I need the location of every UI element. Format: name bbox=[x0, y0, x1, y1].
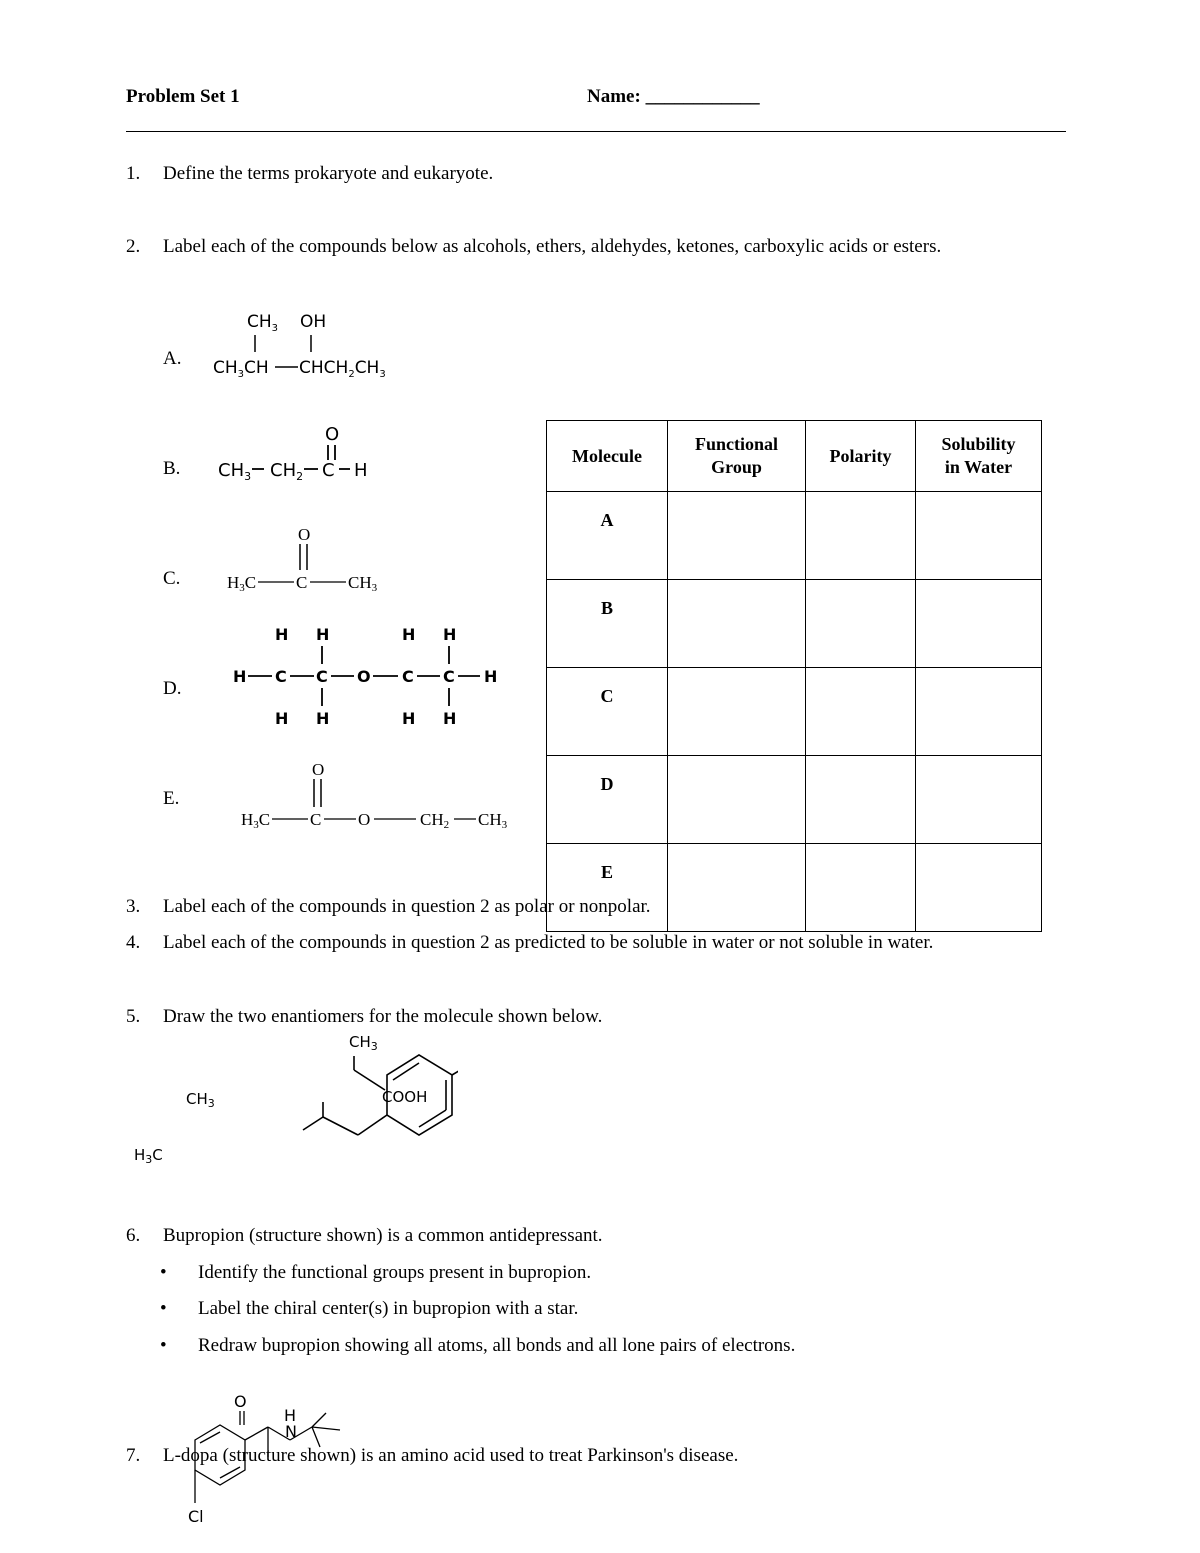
question-4: 4. Label each of the compounds in question 2 as predicted to be soluble in water or not soluble in water. bbox=[126, 932, 934, 953]
table-cell[interactable] bbox=[916, 756, 1042, 844]
svg-text:H: H bbox=[402, 709, 416, 728]
header-divider bbox=[126, 131, 1066, 132]
svg-text:CH3: $CH_3$ bbox=[186, 1090, 215, 1110]
table-row bbox=[547, 580, 1042, 668]
question-5: 5. Draw the two enantiomers for the molecule shown below. bbox=[126, 1006, 603, 1027]
table-cell[interactable] bbox=[668, 580, 806, 668]
table-cell[interactable] bbox=[916, 580, 1042, 668]
svg-text:CH3: $CH_3$ bbox=[218, 460, 252, 483]
svg-text:CH3: CH3 bbox=[348, 573, 378, 594]
table-cell[interactable] bbox=[806, 492, 916, 580]
svg-text:CH3: $CH_3$ bbox=[247, 312, 279, 334]
table-row-label: E bbox=[547, 844, 668, 932]
svg-text:CH3CH: $CH_3CH$ bbox=[213, 358, 269, 380]
svg-text:O: O bbox=[357, 667, 371, 686]
question-7: 7. L-dopa (structure shown) is an amino acid used to treat Parkinson's disease. bbox=[126, 1445, 739, 1466]
table-header-molecule: Molecule bbox=[547, 421, 668, 492]
compound-label-e: E. bbox=[163, 788, 180, 809]
table-cell[interactable] bbox=[668, 844, 806, 932]
svg-text:C: C bbox=[275, 667, 287, 686]
svg-text:CHCH2CH3: $CHCH_2CH_3$ bbox=[299, 358, 386, 380]
table-row-label: A bbox=[547, 492, 668, 580]
name-blank: ____________ bbox=[645, 86, 760, 107]
table-cell[interactable] bbox=[668, 668, 806, 756]
q6-bullet-2: • Label the chiral center(s) in bupropion with a star. bbox=[160, 1298, 579, 1319]
svg-text:CH3: $CH_3$ bbox=[349, 1033, 378, 1053]
question-1: 1. Define the terms prokaryote and eukaryote. bbox=[126, 163, 494, 184]
table-cell[interactable] bbox=[668, 492, 806, 580]
table-header-functional-group: Functional Group bbox=[668, 421, 806, 492]
table-cell[interactable] bbox=[916, 844, 1042, 932]
svg-text:O: O bbox=[312, 760, 325, 779]
table-cell[interactable] bbox=[806, 580, 916, 668]
svg-text:CH3: CH3 bbox=[478, 810, 508, 831]
svg-text:H: H bbox=[275, 625, 289, 644]
svg-text:C: C bbox=[316, 667, 328, 686]
compound-label-a: A. bbox=[163, 348, 182, 369]
table-row-label: B bbox=[547, 580, 668, 668]
table-cell[interactable] bbox=[668, 756, 806, 844]
compound-table bbox=[546, 420, 1042, 932]
q6-bullet-3: • Redraw bupropion showing all atoms, all bonds and all lone pairs of electrons. bbox=[160, 1335, 796, 1356]
svg-text:H: H bbox=[402, 625, 416, 644]
table-cell[interactable] bbox=[916, 492, 1042, 580]
table-cell[interactable] bbox=[806, 668, 916, 756]
problem-set-title: Problem Set 1 bbox=[126, 86, 240, 107]
svg-text:COOH: COOH bbox=[382, 1088, 428, 1106]
svg-text:H3C: $H_3C$ bbox=[134, 1146, 163, 1166]
svg-text:H: H bbox=[316, 709, 330, 728]
structure-e bbox=[236, 755, 526, 835]
q6-bullet-1: • Identify the functional groups present in bupropion. bbox=[160, 1262, 592, 1283]
structure-b bbox=[212, 420, 392, 485]
table-header-row bbox=[547, 421, 1042, 492]
svg-text:H: H bbox=[275, 709, 289, 728]
svg-text:H: H bbox=[284, 1406, 297, 1425]
table-row bbox=[547, 844, 1042, 932]
svg-text:OH: OH bbox=[300, 312, 327, 332]
svg-text:N: N bbox=[285, 1422, 297, 1441]
svg-text:CH2: CH2 bbox=[420, 810, 450, 831]
table-header-polarity: Polarity bbox=[806, 421, 916, 492]
svg-text:C: C bbox=[296, 573, 308, 592]
table-cell[interactable] bbox=[806, 844, 916, 932]
table-header-solubility: Solubility in Water bbox=[916, 421, 1042, 492]
svg-text:C: C bbox=[443, 667, 455, 686]
svg-text:H: H bbox=[443, 625, 457, 644]
compound-label-d: D. bbox=[163, 678, 182, 699]
table-row bbox=[547, 668, 1042, 756]
svg-text:H3C: H3C bbox=[241, 810, 271, 831]
table-cell[interactable] bbox=[806, 756, 916, 844]
svg-text:CH2: $CH_2$ bbox=[270, 460, 304, 483]
structure-d bbox=[230, 622, 505, 732]
compound-label-b: B. bbox=[163, 458, 181, 479]
table-row-label: C bbox=[547, 668, 668, 756]
structure-c bbox=[222, 520, 402, 595]
compound-label-c: C. bbox=[163, 568, 181, 589]
svg-text:H3C: H3C bbox=[227, 573, 257, 594]
table-cell[interactable] bbox=[916, 668, 1042, 756]
svg-text:H: H bbox=[316, 625, 330, 644]
svg-text:C: C bbox=[402, 667, 414, 686]
svg-text:C: C bbox=[322, 460, 335, 481]
table-row bbox=[547, 492, 1042, 580]
ibuprofen-structure bbox=[128, 1030, 458, 1170]
question-2: 2. Label each of the compounds below as alcohols, ethers, aldehydes, ketones, carboxylic acids or esters. bbox=[126, 236, 942, 257]
structure-a bbox=[205, 305, 405, 385]
name-field[interactable] bbox=[587, 86, 760, 108]
svg-text:H: H bbox=[354, 460, 368, 481]
question-6: 6. Bupropion (structure shown) is a common antidepressant. bbox=[126, 1225, 603, 1246]
svg-text:H: H bbox=[443, 709, 457, 728]
name-label: Name: bbox=[587, 86, 646, 107]
svg-text:H: H bbox=[233, 667, 247, 686]
question-3: 3. Label each of the compounds in question 2 as polar or nonpolar. bbox=[126, 896, 651, 917]
svg-text:O: O bbox=[298, 525, 311, 544]
svg-text:O: O bbox=[358, 810, 371, 829]
table-row bbox=[547, 756, 1042, 844]
svg-text:Cl: Cl bbox=[188, 1507, 204, 1526]
svg-text:H: H bbox=[484, 667, 498, 686]
svg-text:C: C bbox=[310, 810, 322, 829]
table-row-label: D bbox=[547, 756, 668, 844]
svg-text:O: O bbox=[325, 424, 340, 445]
svg-text:O: O bbox=[234, 1392, 247, 1411]
